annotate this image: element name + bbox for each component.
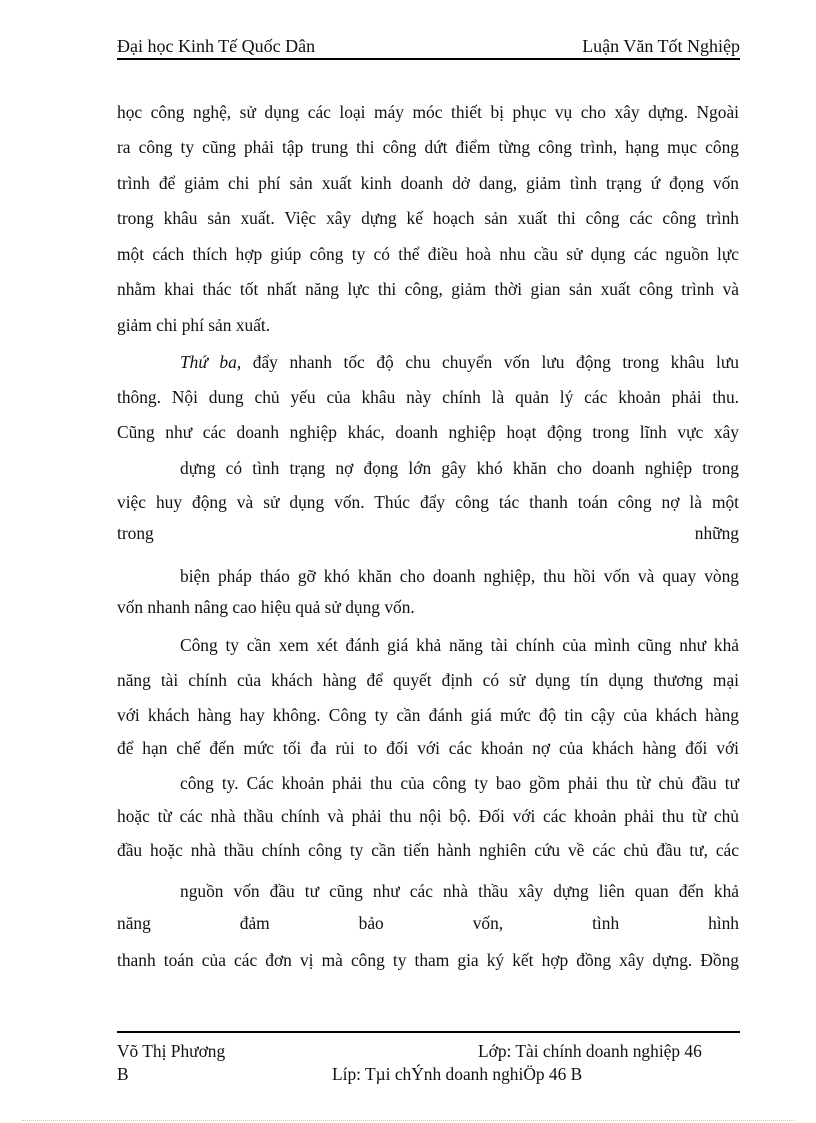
text-line: năng tài chính của khách hàng để quyết định có sử dụng tín dụng thương mại: [117, 670, 739, 690]
text-line: dựng có tình trạng nợ đọng lớn gây khó khăn cho doanh nghiệp trong: [180, 458, 739, 478]
text-line: thông. Nội dung chủ yếu của khâu này chính là quản lý các khoản phải thu.: [117, 387, 739, 407]
text-line: giảm chi phí sản xuất.: [117, 315, 271, 335]
text-line: thanh toán của các đơn vị mà công ty tham gia ký kết hợp đồng xây dựng. Đồng: [117, 950, 739, 970]
text-line: ra công ty cũng phải tập trung thi công dứt điểm từng công trình, hạng mục công: [117, 137, 739, 157]
footer-author-cont: B: [117, 1064, 129, 1084]
text-line: việc huy động và sử dụng vốn. Thúc đẩy công tác thanh toán công nợ là một: [117, 492, 739, 512]
footer-divider: [117, 1031, 740, 1033]
text-line: nguồn vốn đầu tư cũng như các nhà thầu xây dựng liên quan đến khả: [180, 881, 739, 901]
page-header: [117, 34, 740, 60]
footer-class: Lớp: Tài chính doanh nghiệp 46: [478, 1041, 702, 1061]
text-line: hoặc từ các nhà thầu chính và phải thu nội bộ. Đối với các khoản phải thu từ chủ: [117, 806, 739, 826]
header-university: Đại học Kinh Tế Quốc Dân: [117, 36, 316, 56]
text-line: trong những: [117, 523, 739, 543]
header-thesis-title: Luận Văn Tốt Nghiệp: [582, 36, 740, 56]
text-line: vốn nhanh nâng cao hiệu quả sử dụng vốn.: [117, 597, 415, 617]
text-line: để hạn chế đến mức tối đa rủi to đối với các khoản nợ của khách hàng đối với: [117, 738, 739, 758]
text-line: trong khâu sản xuất. Việc xây dựng kế hoạch sản xuất thi công các công trình: [117, 208, 739, 228]
page-edge-dotted-line: [22, 1120, 794, 1121]
text-line: một cách thích hợp giúp công ty có thể điều hoà nhu cầu sử dụng các nguồn lực: [117, 244, 739, 264]
text-line: đầu hoặc nhà thầu chính công ty cần tiến hành nghiên cứu về các chủ đầu tư, các: [117, 840, 739, 860]
text-line: năng đảm bảo vốn, tình hình: [117, 913, 739, 933]
text-line: Cũng như các doanh nghiệp khác, doanh nghiệp hoạt động trong lĩnh vực xây: [117, 422, 739, 442]
text-line: Thứ ba, đẩy nhanh tốc độ chu chuyển vốn lưu động trong khâu lưu: [180, 352, 739, 372]
footer-class-garbled: Líp: Tµi chÝnh doanh nghiÖp 46 B: [332, 1064, 583, 1084]
text-line: Công ty cần xem xét đánh giá khả năng tài chính của mình cũng như khả: [180, 635, 739, 655]
text-line: biện pháp tháo gỡ khó khăn cho doanh nghiệp, thu hồi vốn và quay vòng: [180, 566, 739, 586]
text-line: học công nghệ, sử dụng các loại máy móc thiết bị phục vụ cho xây dựng. Ngoài: [117, 102, 739, 122]
text-line: nhằm khai thác tốt nhất năng lực thi công, giảm thời gian sản xuất công trình và: [117, 279, 739, 299]
footer-author: Võ Thị Phương: [117, 1041, 226, 1061]
text-line: trình để giảm chi phí sản xuất kinh doanh dở dang, giảm tình trạng ứ đọng vốn: [117, 173, 739, 193]
emphasis-thu-ba: Thứ ba: [180, 352, 237, 372]
text-line: công ty. Các khoản phải thu của công ty bao gồm phải thu từ chủ đầu tư: [180, 773, 739, 793]
text-line: với khách hàng hay không. Công ty cần đánh giá mức độ tin cậy của khách hàng: [117, 705, 739, 725]
